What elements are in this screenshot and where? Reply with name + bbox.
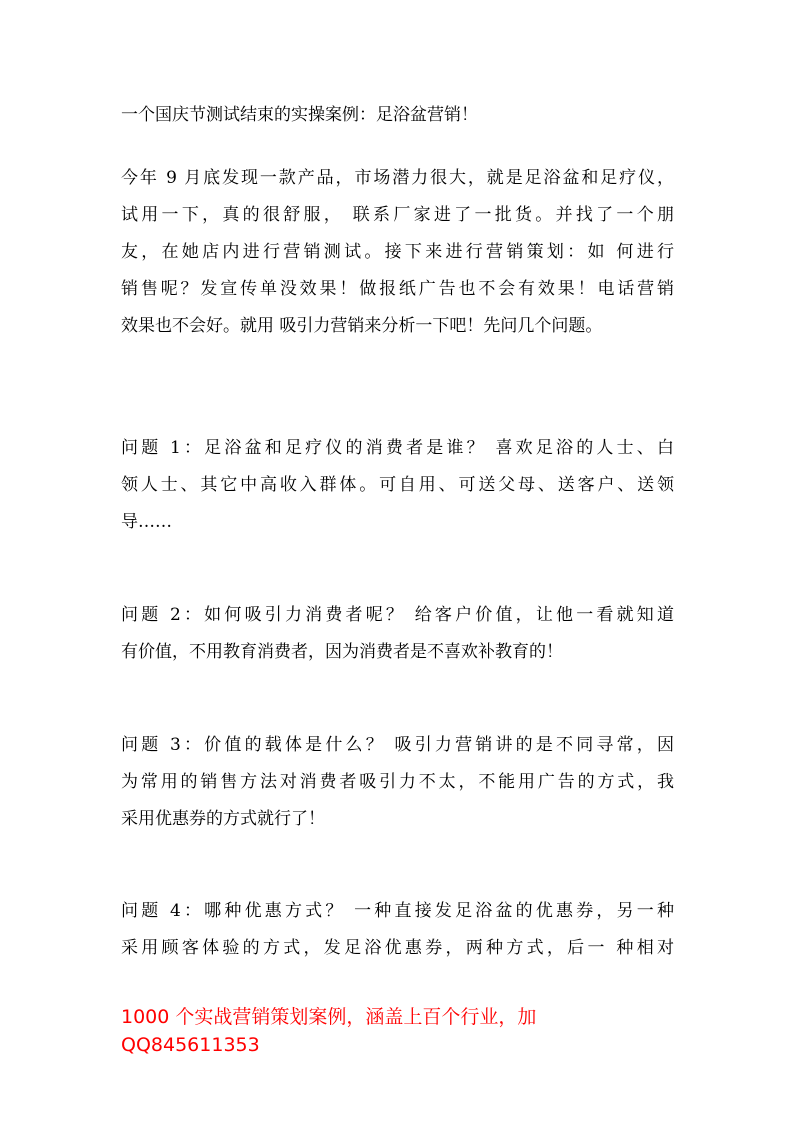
paragraph-line: 问题 1：足浴盆和足疗仪的消费者是谁？ 喜欢足浴的人士、白 [121, 438, 674, 458]
paragraph-line: 为常用的销售方法对消费者吸引力不太，不能用广告的方式，我 [121, 772, 674, 792]
footer-line-1: 1000 个实战营销策划案例，涵盖上百个行业，加 [121, 1006, 537, 1028]
paragraph-line: 今年 9 月底发现一款产品，市场潜力很大，就是足浴盆和足疗仪， [121, 168, 674, 188]
paragraph-line: 试用一下，真的很舒服， 联系厂家进了一批货。并找了一个朋 [121, 205, 674, 225]
paragraph-line: 友，在她店内进行营销测试。接下来进行营销策划：如 何进行 [121, 242, 674, 262]
paragraph-line: 采用顾客体验的方式，发足浴优惠券，两种方式，后一 种相对 [121, 938, 674, 958]
paragraph-line: 有价值，不用教育消费者，因为消费者是不喜欢补教育的！ [121, 642, 563, 662]
question-2-paragraph [121, 597, 674, 671]
document-title [121, 97, 674, 134]
paragraph-line: 问题 3：价值的载体是什么？ 吸引力营销讲的是不同寻常，因 [121, 735, 674, 755]
paragraph-line: 领人士、其它中高收入群体。可自用、可送父母、送客户、送领 [121, 475, 674, 495]
paragraph-line: 销售呢？发宣传单没效果！做报纸广告也不会有效果！电话营销 [121, 279, 674, 299]
paragraph-line: 导…… [121, 512, 172, 532]
paragraph-line: 效果也不会好。就用 吸引力营销来分析一下吧！先问几个问题。 [121, 316, 603, 336]
question-4-paragraph [121, 893, 674, 967]
promo-footer [121, 1003, 681, 1059]
paragraph-line: 采用优惠券的方式就行了！ [121, 809, 325, 829]
footer-contact-qq: QQ845611353 [121, 1034, 260, 1056]
title-text: 一个国庆节测试结束的实操案例：足浴盆营销！ [121, 105, 478, 125]
question-1-paragraph [121, 430, 674, 541]
question-3-paragraph [121, 727, 674, 838]
intro-paragraph [121, 160, 674, 345]
paragraph-line: 问题 2：如何吸引力消费者呢？ 给客户价值，让他一看就知道 [121, 605, 674, 625]
paragraph-line: 问题 4：哪种优惠方式？ 一种直接发足浴盆的优惠券，另一种 [121, 901, 674, 921]
